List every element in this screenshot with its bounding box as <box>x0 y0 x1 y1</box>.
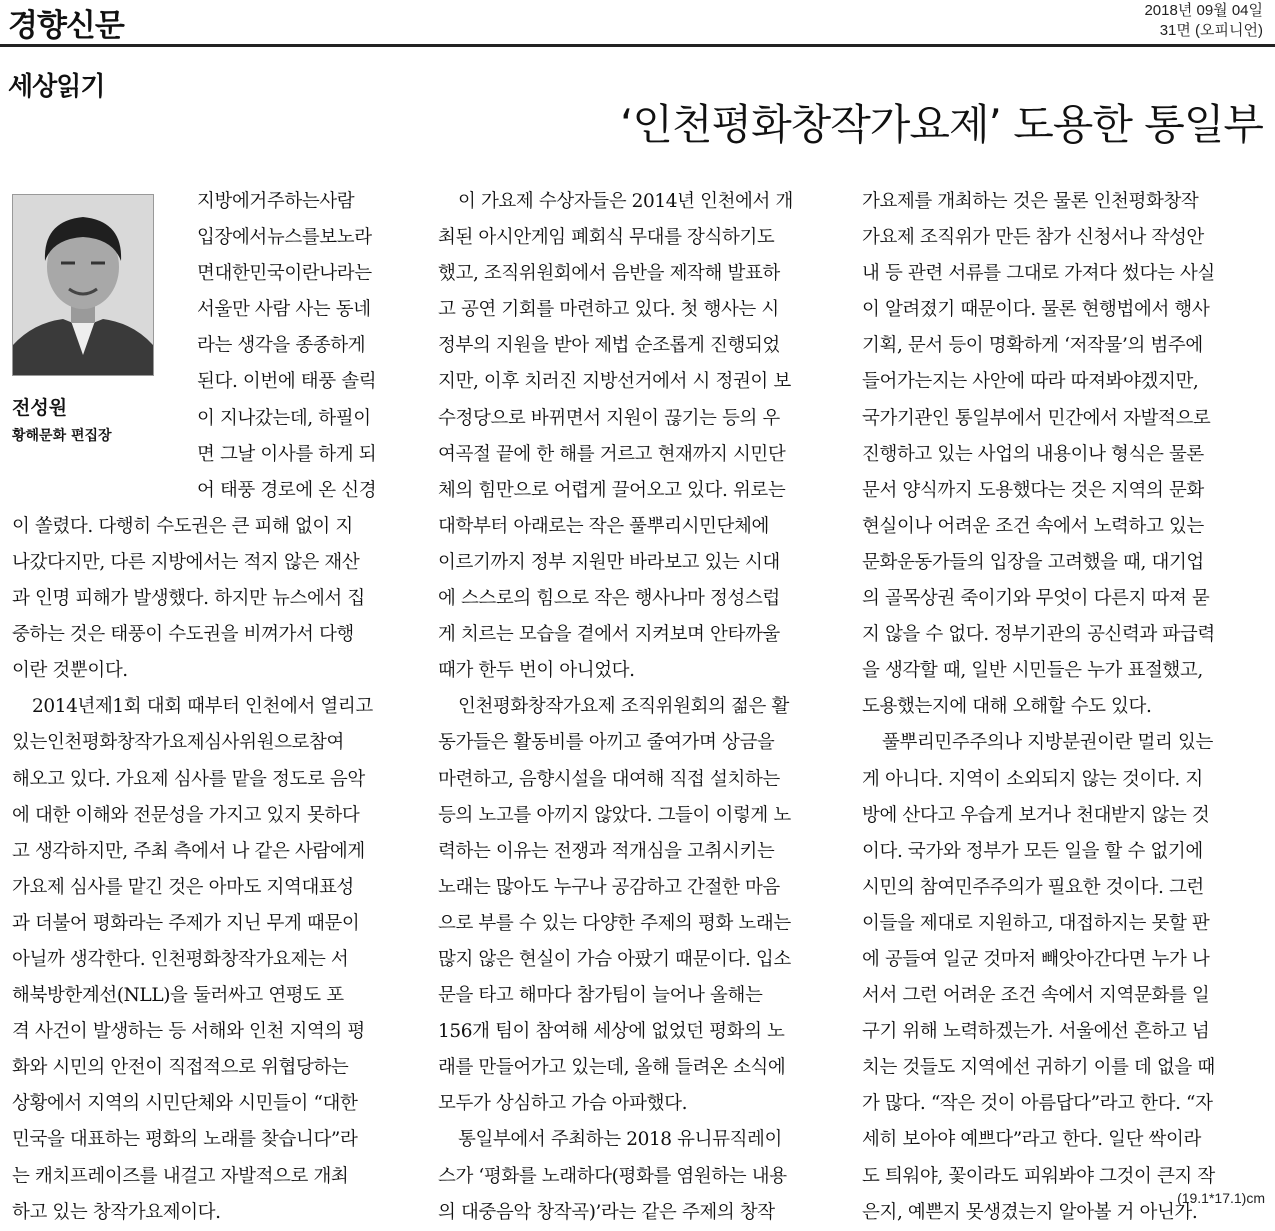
article-line: 민국을 대표하는 평화의 노래를 찾습니다”라 <box>12 1129 358 1151</box>
article-line: 이 쏠렸다. 다행히 수도권은 큰 피해 없이 지 <box>12 515 353 537</box>
author-role: 황해문화 편집장 <box>12 428 112 444</box>
article-line: 해오고 있다. 가요제 심사를 맡을 정도로 음악 <box>12 768 365 790</box>
article-line: 가 많다. “작은 것이 아름답다”라고 한다. “자 <box>862 1093 1213 1115</box>
page-number: 31면 (오피니언) <box>1159 22 1263 39</box>
article-line: 상황에서 지역의 시민단체와 시민들이 “대한 <box>12 1093 358 1115</box>
article-line: 세히 보아야 예쁘다”라고 한다. 일단 싹이라 <box>862 1129 1201 1151</box>
article-line: 도용했는지에 대해 오해할 수도 있다. <box>862 696 1152 718</box>
section-title: 세상읽기 <box>8 72 105 102</box>
article-line: 이 지나갔는데, 하필이 <box>197 407 371 429</box>
article-line: 했고, 조직위원회에서 음반을 제작해 발표하 <box>438 263 780 285</box>
article-line: 이들을 제대로 지원하고, 대접하지는 못할 판 <box>862 912 1210 934</box>
article-line: 게 치르는 모습을 곁에서 지켜보며 안타까울 <box>438 624 780 646</box>
article-line: 풀뿌리민주주의나 지방분권이란 멀리 있는 <box>882 732 1213 754</box>
article-column-1 <box>12 184 412 1231</box>
article-line: 면대한민국이란나라는 <box>197 263 372 285</box>
article-line: 이다. 국가와 정부가 모든 일을 할 수 없기에 <box>862 840 1203 862</box>
article-line: 가요제를 개최하는 것은 물론 인천평화창작 <box>862 191 1199 212</box>
article-line: 마련하고, 음향시설을 대여해 직접 설치하는 <box>438 768 780 790</box>
article-line: 격 사건이 발생하는 등 서해와 인천 지역의 평 <box>12 1021 365 1043</box>
article-line: 지방에거주하는사람 <box>197 191 355 212</box>
article-line: 은지, 예쁜지 못생겼는지 알아볼 거 아닌가. <box>862 1201 1198 1223</box>
author-name: 전성원 <box>12 397 68 419</box>
article-line: 문서 양식까지 도용했다는 것은 지역의 문화 <box>862 479 1204 501</box>
article-line: 과 더불어 평화라는 주제가 지닌 무게 때문이 <box>12 912 360 934</box>
article-line: 국가기관인 통일부에서 민간에서 자발적으로 <box>862 407 1211 429</box>
article-line: 기획, 문서 등이 명확하게 ‘저작물’의 범주에 <box>862 335 1203 357</box>
article-line: 체의 힘만으로 어렵게 끌어오고 있다. 위로는 <box>438 479 786 501</box>
article-line: 가요제 심사를 맡긴 것은 아마도 지역대표성 <box>12 876 354 898</box>
article-line: 수정당으로 바뀌면서 지원이 끊기는 등의 우 <box>438 407 780 429</box>
article-line: 현실이나 어려운 조건 속에서 노력하고 있는 <box>862 515 1204 537</box>
article-line: 들어가는지는 사안에 따라 따져봐야겠지만, <box>862 371 1199 393</box>
article-line: 서서 그런 어려운 조건 속에서 지역문화를 일 <box>862 985 1210 1007</box>
article-line: 정부의 지원을 받아 제법 순조롭게 진행되었 <box>438 335 780 357</box>
article-line: 통일부에서 주최하는 2018 유니뮤직레이 <box>458 1129 782 1151</box>
article-line: 는 캐치프레이즈를 내걸고 자발적으로 개최 <box>12 1165 349 1187</box>
article-line: 고 공연 기회를 마련하고 있다. 첫 행사는 시 <box>438 299 779 321</box>
article-line: 도 틔워야, 꽃이라도 피워봐야 그것이 큰지 작 <box>862 1165 1215 1187</box>
article-line: 게 아니다. 지역이 소외되지 않는 것이다. 지 <box>862 768 1203 790</box>
article-line: 이란 것뿐이다. <box>12 660 128 682</box>
article-line: 면 그날 이사를 하게 되 <box>197 443 377 465</box>
article-line: 지만, 이후 치러진 지방선거에서 시 정권이 보 <box>438 371 791 393</box>
article-line: 의 대중음악 창작곡)’라는 같은 주제의 창작 <box>438 1201 775 1223</box>
publication-date: 2018년 09월 04일 <box>1144 2 1263 19</box>
article-line: 에 스스로의 힘으로 작은 행사나마 정성스럽 <box>438 588 780 610</box>
article-line: 치는 것들도 지역에선 귀하기 이를 데 없을 때 <box>862 1057 1215 1079</box>
article-line: 이 알려졌기 때문이다. 물론 현행법에서 행사 <box>862 299 1210 321</box>
article-line: 입장에서뉴스를보노라 <box>197 227 372 249</box>
article-line: 2014년제1회 대회 때부터 인천에서 열리고 <box>32 696 373 718</box>
article-line: 156개 팀이 참여해 세상에 없었던 평화의 노 <box>438 1021 785 1043</box>
article-line: 대학부터 아래로는 작은 풀뿌리시민단체에 <box>438 515 769 537</box>
article-line: 에 공들여 일군 것마저 빼앗아간다면 누가 나 <box>862 948 1210 970</box>
header-rule <box>0 44 1275 47</box>
article-line: 의 골목상권 죽이기와 무엇이 다른지 따져 묻 <box>862 588 1210 610</box>
article-line: 문화운동가들의 입장을 고려했을 때, 대기업 <box>862 551 1204 573</box>
dateline <box>1144 1 1263 41</box>
article-line: 노래는 많아도 누구나 공감하고 간절한 마음 <box>438 876 780 898</box>
article-line: 여곡절 끝에 한 해를 거르고 현재까지 시민단 <box>438 443 786 465</box>
article-line: 인천평화창작가요제 조직위원회의 젊은 활 <box>458 696 789 718</box>
article-line: 등의 노고를 아끼지 않았다. 그들이 이렇게 노 <box>438 804 791 826</box>
article-column-2 <box>438 184 838 1231</box>
article-line: 방에 산다고 우습게 보거나 천대받지 않는 것 <box>862 804 1210 826</box>
article-line: 문을 타고 해마다 참가팀이 늘어나 올해는 <box>438 985 763 1007</box>
article-line: 진행하고 있는 사업의 내용이나 형식은 물론 <box>862 443 1204 465</box>
article-line: 있는인천평화창작가요제심사위원으로참여 <box>12 732 344 754</box>
article-line: 많지 않은 현실이 가슴 아팠기 때문이다. 입소 <box>438 948 791 970</box>
headline: ‘인천평화창작가요제’ 도용한 통일부 <box>620 100 1263 149</box>
article-line: 시민의 참여민주주의가 필요한 것이다. 그런 <box>862 876 1204 898</box>
article-line: 가요제 조직위가 만든 참가 신청서나 작성안 <box>862 227 1204 249</box>
article-line: 어 태풍 경로에 온 신경 <box>197 479 377 501</box>
article-line: 해북방한계선(NLL)을 둘러싸고 연평도 포 <box>12 985 344 1007</box>
article-line: 과 인명 피해가 발생했다. 하지만 뉴스에서 집 <box>12 588 365 610</box>
masthead: 경향신문 <box>8 8 124 44</box>
article-line: 내 등 관련 서류를 그대로 가져다 썼다는 사실 <box>862 263 1215 285</box>
article-line: 최된 아시안게임 폐회식 무대를 장식하기도 <box>438 227 775 249</box>
article-line: 서울만 사람 사는 동네 <box>197 299 371 321</box>
article-line: 으로 부를 수 있는 다양한 주제의 평화 노래는 <box>438 912 791 934</box>
article-line: 력하는 이유는 전쟁과 적개심을 고취시키는 <box>438 840 775 862</box>
article-line: 고 생각하지만, 주최 측에서 나 같은 사람에게 <box>12 840 365 862</box>
article-line: 래를 만들어가고 있는데, 올해 들려온 소식에 <box>438 1057 786 1079</box>
article-line: 동가들은 활동비를 아끼고 줄여가며 상금을 <box>438 732 775 754</box>
article-line: 라는 생각을 종종하게 <box>197 335 366 357</box>
article-line: 이르기까지 정부 지원만 바라보고 있는 시대 <box>438 551 780 573</box>
article-line: 하고 있는 창작가요제이다. <box>12 1201 221 1223</box>
article-line: 나갔다지만, 다른 지방에서는 적지 않은 재산 <box>12 551 360 573</box>
article-line: 아닐까 생각한다. 인천평화창작가요제는 서 <box>12 948 349 970</box>
article-line: 구기 위해 노력하겠는가. 서울에선 흔하고 넘 <box>862 1021 1210 1043</box>
article-line: 스가 ‘평화를 노래하다(평화를 염원하는 내용 <box>438 1165 787 1187</box>
article-line: 을 생각할 때, 일반 시민들은 누가 표절했고, <box>862 660 1203 682</box>
article-line: 중하는 것은 태풍이 수도권을 비껴가서 다행 <box>12 624 354 646</box>
article-line: 화와 시민의 안전이 직접적으로 위협당하는 <box>12 1057 349 1079</box>
article-line: 지 않을 수 없다. 정부기관의 공신력과 파급력 <box>862 624 1215 646</box>
article-line: 때가 한두 번이 아니었다. <box>438 660 635 682</box>
article-line: 에 대한 이해와 전문성을 가지고 있지 못하다 <box>12 804 360 826</box>
article-line: 모두가 상심하고 가슴 아파했다. <box>438 1093 688 1115</box>
article-column-3 <box>862 184 1268 1231</box>
article-line: 된다. 이번에 태풍 솔릭 <box>197 371 377 393</box>
article-line: 이 가요제 수상자들은 2014년 인천에서 개 <box>458 191 793 212</box>
article-size: (19.1*17.1)cm <box>1177 1190 1265 1206</box>
